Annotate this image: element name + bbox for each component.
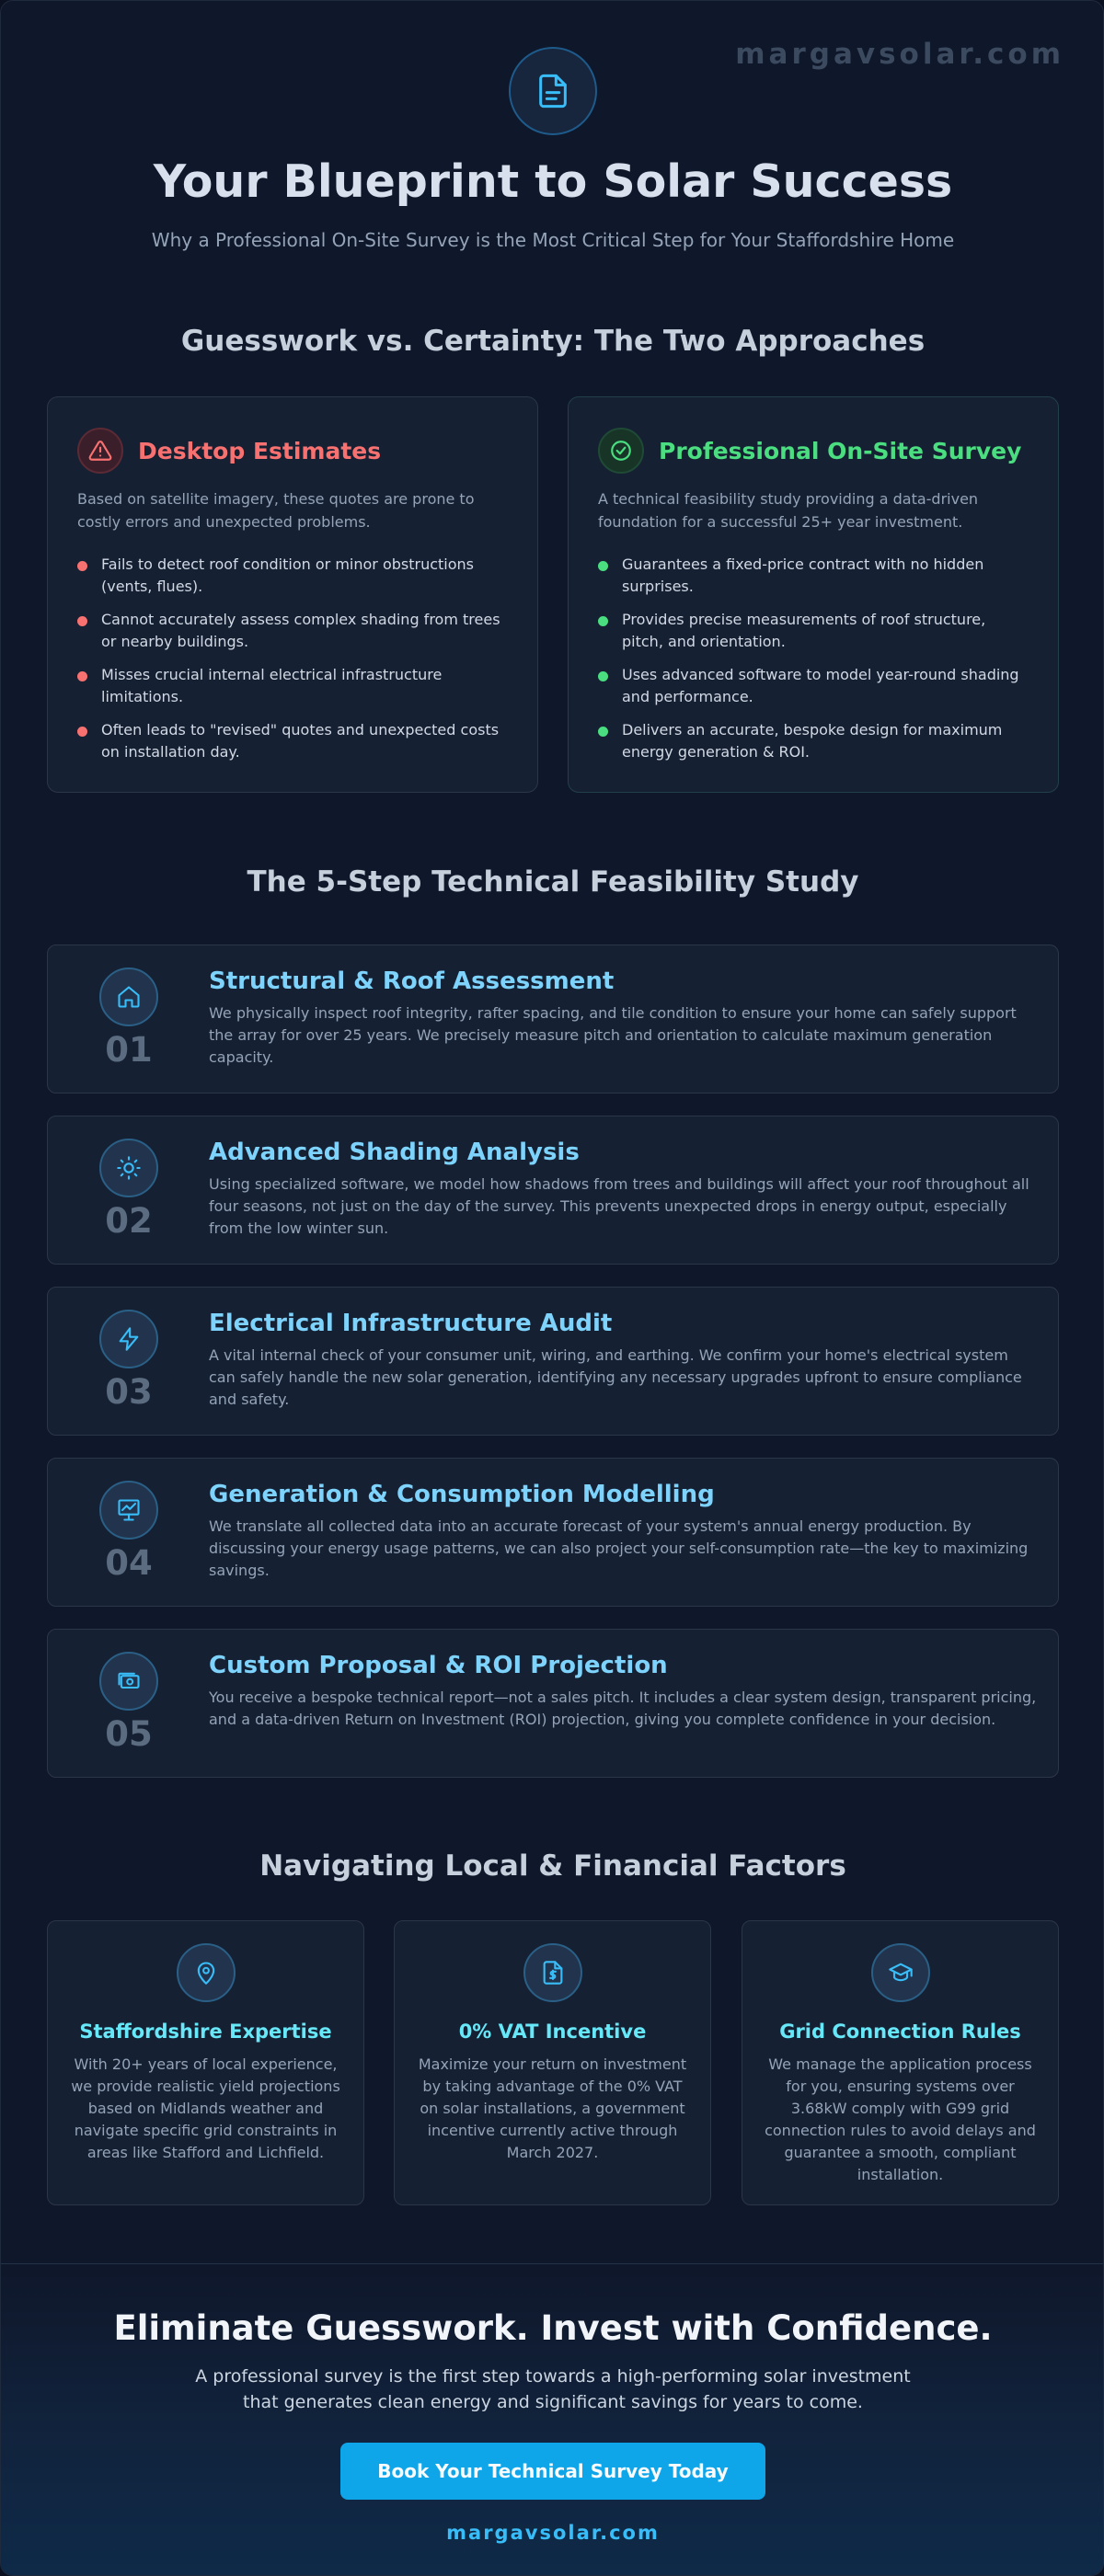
factor-card (394, 1920, 711, 2205)
list-item: Uses advanced software to model year-round shading and performance. (598, 664, 1029, 708)
desktop-estimates-title: Desktop Estimates (138, 437, 382, 464)
step-description: You receive a bespoke technical report—not a sales pitch. It includes a clear system design, transparent pricing, and a data-driven Return on Investment (ROI) projection, giving you complete confidence in your decision. (209, 1689, 1037, 1728)
step-card (47, 1116, 1059, 1265)
step-number: 04 (105, 1543, 153, 1583)
onsite-survey-card (568, 396, 1059, 793)
step-number: 01 (105, 1030, 153, 1070)
check-circle-icon (598, 428, 644, 474)
step-description: We physically inspect roof integrity, rafter spacing, and tile condition to ensure your home can safely support the array for over 25 years. We precisely measure pitch and orientation to calculate maximum generation capacity. (209, 1004, 1017, 1066)
footer-brand-link[interactable]: margavsolar.com (446, 2522, 660, 2544)
graduation-cap-icon (871, 1943, 930, 2002)
footer-title: Eliminate Guesswork. Invest with Confidence. (113, 2308, 993, 2348)
desktop-estimates-description: Based on satellite imagery, these quotes are prone to costly errors and unexpected problems. (77, 490, 475, 531)
factor-description: Maximize your return on investment by taking advantage of the 0% VAT on solar installations, a government incentive currently active through March 2027. (418, 2055, 687, 2161)
factor-description: We manage the application process for you, ensuring systems over 3.68kW comply with G99 grid connection rules to avoid delays and guarantee a smooth, compliant installation. (765, 2055, 1036, 2183)
onsite-survey-description: A technical feasibility study providing a data-driven foundation for a successful 25+ year investment. (598, 490, 979, 531)
receipt-icon (523, 1943, 582, 2002)
desktop-estimates-card (47, 396, 538, 793)
page-title: Your Blueprint to Solar Success (153, 155, 953, 208)
step-description: We translate all collected data into an accurate forecast of your system's annual energy production. By discussing your energy usage patterns, we can also project your self-consumption rate—the key to maximizing savings. (209, 1517, 1029, 1579)
steps-title: The 5-Step Technical Feasibility Study (247, 865, 859, 899)
step-description: A vital internal check of your consumer unit, wiring, and earthing. We confirm your home's electrical system can safely handle the new solar generation, identifying any necessary upgrades upfront to ensure compliance and safety. (209, 1346, 1022, 1408)
desktop-estimates-list (77, 554, 508, 763)
list-item: Fails to detect roof condition or minor obstructions (vents, flues). (77, 554, 508, 598)
step-card (47, 1287, 1059, 1436)
step-number: 02 (105, 1201, 153, 1241)
sun-icon (99, 1139, 158, 1197)
step-title: Generation & Consumption Modelling (209, 1481, 715, 1508)
cta-footer (1, 2263, 1104, 2576)
list-item: Misses crucial internal electrical infrastructure limitations. (77, 664, 508, 708)
page-subtitle: Why a Professional On-Site Survey is the Most Critical Step for Your Staffordshire Home (151, 229, 955, 251)
warning-icon (77, 428, 123, 474)
home-icon (99, 967, 158, 1026)
list-item: Provides precise measurements of roof structure, pitch, and orientation. (598, 609, 1029, 653)
step-title: Advanced Shading Analysis (209, 1139, 580, 1166)
list-item: Delivers an accurate, bespoke design for maximum energy generation & ROI. (598, 719, 1029, 763)
lightning-icon (99, 1310, 158, 1368)
factor-title: Grid Connection Rules (779, 2021, 1021, 2043)
step-description: Using specialized software, we model how shadows from trees and buildings will affect your roof throughout all four seasons, not just on the day of the survey. This prevents unexpected drops in energy output, especially from the low winter sun. (209, 1175, 1029, 1237)
book-survey-button[interactable]: Book Your Technical Survey Today (340, 2443, 765, 2500)
factor-title: 0% VAT Incentive (458, 2021, 647, 2043)
onsite-survey-title: Professional On-Site Survey (659, 437, 1022, 464)
step-title: Custom Proposal & ROI Projection (209, 1652, 668, 1679)
step-card (47, 1629, 1059, 1778)
list-item: Often leads to "revised" quotes and unexpected costs on installation day. (77, 719, 508, 763)
onsite-survey-list (598, 554, 1029, 763)
map-pin-icon (177, 1943, 236, 2002)
list-item: Guarantees a fixed-price contract with no hidden surprises. (598, 554, 1029, 598)
step-title: Structural & Roof Assessment (209, 967, 615, 995)
document-icon (509, 47, 597, 135)
factor-card (47, 1920, 364, 2205)
step-card (47, 1458, 1059, 1607)
step-number: 03 (105, 1372, 153, 1412)
brand-watermark: margavsolar.com (735, 38, 1064, 71)
footer-subtitle: A professional survey is the first step towards a high-performing solar investment that generates clean energy and significant savings for years to come. (195, 2366, 911, 2412)
presentation-chart-icon (99, 1481, 158, 1540)
factor-description: With 20+ years of local experience, we provide realistic yield projections based on Midlands weather and navigate specific grid constraints in areas like Stafford and Lichfield. (71, 2055, 340, 2161)
step-card (47, 945, 1059, 1093)
factor-title: Staffordshire Expertise (79, 2021, 332, 2043)
step-title: Electrical Infrastructure Audit (209, 1310, 613, 1337)
factors-title: Navigating Local & Financial Factors (259, 1849, 846, 1883)
comparison-title: Guesswork vs. Certainty: The Two Approaches (180, 325, 926, 358)
step-number: 05 (105, 1714, 153, 1754)
money-icon (99, 1652, 158, 1711)
list-item: Cannot accurately assess complex shading from trees or nearby buildings. (77, 609, 508, 653)
factor-card (742, 1920, 1059, 2205)
